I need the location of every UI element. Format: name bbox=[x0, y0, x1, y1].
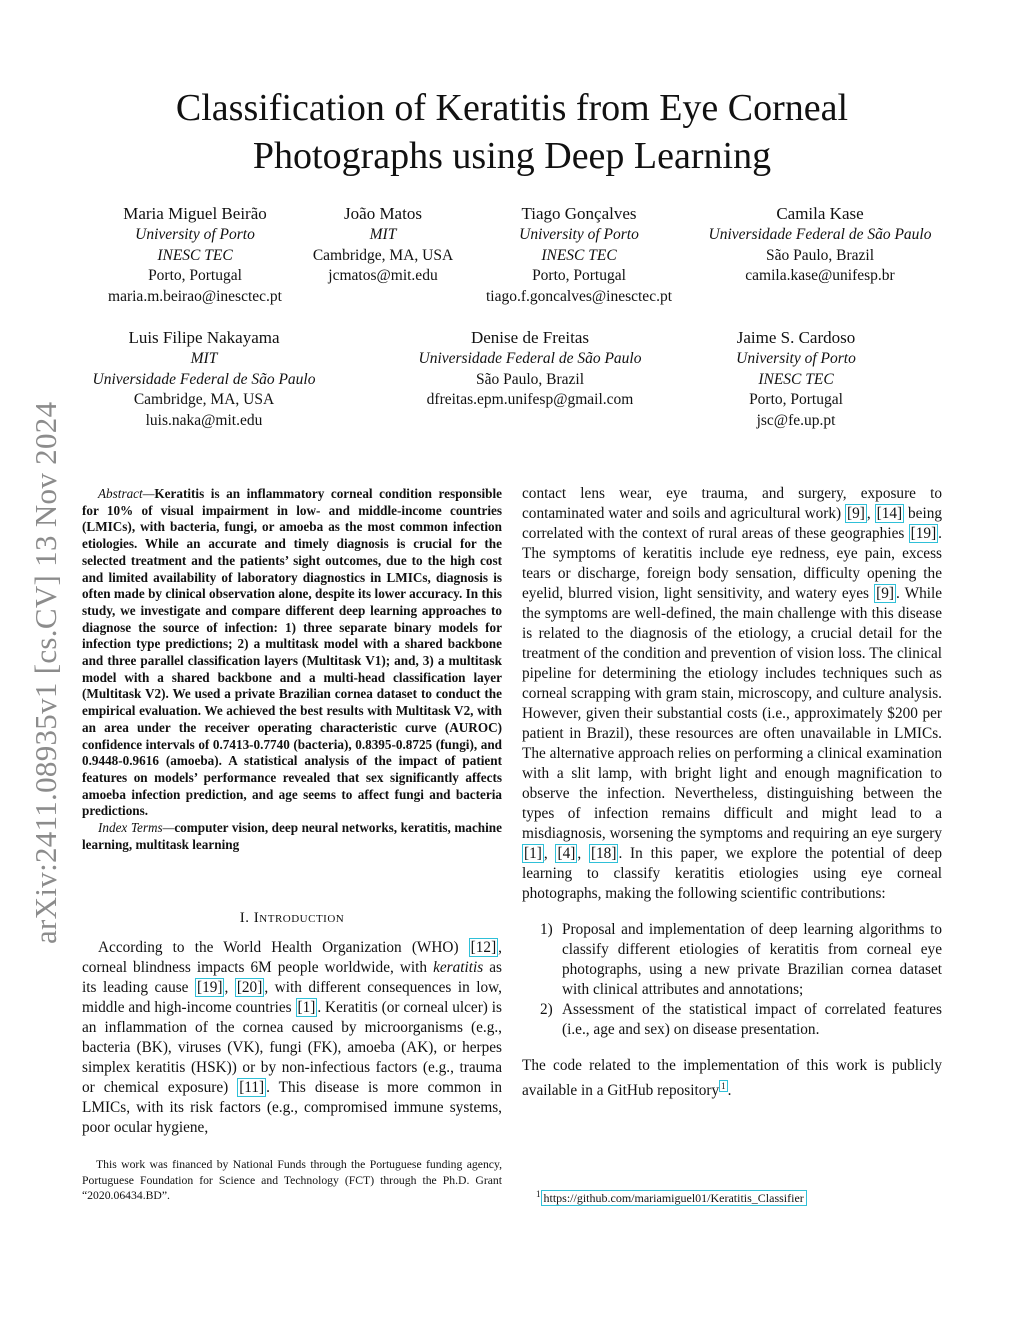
author-location: Cambridge, MA, USA bbox=[312, 246, 454, 264]
section-title: Introduction bbox=[253, 910, 345, 926]
author-affiliation: INESC TEC bbox=[758, 370, 834, 388]
author-location: Porto, Portugal bbox=[749, 391, 843, 408]
author-email[interactable]: dfreitas.epm.unifesp@gmail.com bbox=[426, 391, 634, 408]
list-item: 1) Proposal and implementation of deep learning algorithms to classify different etiologies of keratitis from corneal eye photographs, using a new private Brazilian cornea dataset with clinical attributes and annotations; bbox=[540, 921, 942, 998]
author-location: São Paulo, Brazil bbox=[765, 246, 875, 264]
citation-link[interactable]: [11] bbox=[239, 1079, 265, 1096]
author-block bbox=[95, 203, 295, 307]
citation-link[interactable]: [19] bbox=[196, 979, 223, 996]
author-block bbox=[694, 203, 946, 287]
intro-right-column bbox=[522, 484, 942, 1101]
index-terms-text: computer vision, deep neural networks, keratitis, machine learning, multitask learning bbox=[82, 820, 502, 852]
author-email[interactable]: maria.m.beirao@inesctec.pt bbox=[108, 287, 282, 305]
author-affiliation: MIT bbox=[369, 226, 397, 243]
arxiv-identifier: arXiv:2411.08935v1 [cs.CV] 13 Nov 2024 bbox=[28, 401, 63, 944]
code-availability: The code related to the implementation of this work is publicly available in a GitHub repository $^1$ . bbox=[522, 1057, 942, 1100]
author-location: São Paulo, Brazil bbox=[475, 370, 585, 388]
citation-link[interactable]: [14] bbox=[876, 505, 903, 522]
author-affiliation: Universidade Federal de São Paulo bbox=[92, 370, 316, 388]
abstract-paragraph bbox=[82, 486, 502, 820]
author-block bbox=[76, 327, 332, 431]
contributions-list bbox=[522, 920, 942, 1040]
author-affiliation: University of Porto bbox=[736, 350, 856, 367]
index-terms-label: Index Terms— bbox=[98, 820, 175, 836]
citation-link[interactable]: [20] bbox=[236, 979, 263, 996]
author-affiliation: Universidade Federal de São Paulo bbox=[418, 350, 642, 367]
author-affiliation: INESC TEC bbox=[157, 246, 233, 264]
author-name: Luis Filipe Nakayama bbox=[128, 328, 280, 347]
author-email[interactable]: camila.kase@unifesp.br bbox=[745, 267, 895, 284]
emphasis: keratitis bbox=[433, 959, 484, 976]
author-block bbox=[300, 203, 466, 287]
abstract-text: Keratitis is an inflammatory corneal condition responsible for 10% of visual impairment in low- and middle-income countries (LMICs), with bacteria, fungi, or amoeba as the most common infection etiologies. While an accurate and timely diagnosis is crucial for the selected treatment and the patients’ sight outcomes, due to the high cost and limited availability of laboratory diagnostics in LMICs, diagnosis is often made by clinical observation alone, despite its lower accuracy. In this study, we investigate and compare different deep learning approaches to diagnose the source of infection: 1) three separate binary models for infection type predictions; 2) a multitask model with a shared backbone and three parallel classification layers (Multitask V1); and, 3) a multitask model with a shared backbone and a multi-head classification layer (Multitask V2). We used a private Brazilian cornea dataset to conduct the empirical evaluation. We achieved the best results with Multitask V2, with an area under the receiver operating characteristic curve (AUROC) confidence intervals of 0.7413-0.7740 (bacteria), 0.8395-0.8725 (fungi), and 0.9448-0.9616 (amoeba). A statistical analysis of the impact of patient features on models’ performance revealed that sex significantly affects amoeba infection prediction, and age seems to affect fungi and bacteria predictions. bbox=[82, 486, 502, 819]
author-affiliation: INESC TEC bbox=[541, 246, 617, 264]
author-location: Porto, Portugal bbox=[148, 267, 242, 284]
author-email[interactable]: luis.naka@mit.edu bbox=[145, 411, 263, 429]
funding-footnote: This work was financed by National Funds through the Portuguese funding agency, Portuguese Foundation for Science and Technology (FCT) through the Ph.D. Grant “2020.06434.BD”. bbox=[82, 1158, 502, 1202]
list-item: 2) Assessment of the statistical impact of correlated features (i.e., age and sex) on disease presentation. bbox=[540, 1001, 942, 1038]
author-block bbox=[474, 203, 684, 307]
author-affiliation: University of Porto bbox=[519, 226, 639, 243]
author-affiliation: MIT bbox=[190, 350, 218, 367]
author-name: Maria Miguel Beirão bbox=[123, 204, 267, 223]
footnote-link[interactable]: 1 bbox=[721, 1081, 726, 1091]
citation-link[interactable]: [1] bbox=[524, 845, 542, 862]
author-email[interactable]: jsc@fe.up.pt bbox=[756, 411, 836, 429]
author-block bbox=[706, 327, 886, 431]
author-email[interactable]: jcmatos@mit.edu bbox=[328, 267, 438, 284]
footnote-mark: 1 bbox=[536, 1189, 541, 1199]
intro-paragraph: contact lens wear, eye trauma, and surgery, exposure to contaminated water and soils and agricultural work) [9] , [14] being correlated with the context of rural areas of these geographies [19] . The symptoms of keratitis include eye redness, eye pain, excess tears or discharge, foreign body sensation, difficulty opening the eyelid, blurred vision, light sensitivity, and watery eyes [9] . While the symptoms are well-defined, the main challenge with this disease is related to the diagnosis of the etiology, a crucial detail for the treatment of the condition and prevention of vision loss. The clinical pipeline for determining the etiology includes techniques such as corneal scrapping with gram stain, microscopy, and culture analysis. However, given their substantial costs (i.e., approximately $200 per patient in Brazil), these resources are often unavailable in LMICs. The alternative approach relies on performing a clinical examination with a slit lamp, with bright light and enough magnification to observe the infection. Nevertheless, distinguishing between the types of infection remains difficult and might lead to a misdiagnosis, worsening the symptoms and requiring an eye surgery [1] , [4] , [18] . In this paper, we explore the potential of deep learning to classify keratitis etiologies using eye corneal photographs, making the following scientific contributions: bbox=[522, 485, 943, 902]
citation-link[interactable]: [9] bbox=[847, 505, 865, 522]
author-location: Cambridge, MA, USA bbox=[133, 391, 275, 408]
author-location: Porto, Portugal bbox=[532, 267, 626, 284]
abstract bbox=[82, 486, 502, 853]
citation-link[interactable]: [18] bbox=[590, 845, 617, 862]
author-name: Denise de Freitas bbox=[470, 328, 590, 347]
author-name: Jaime S. Cardoso bbox=[736, 328, 856, 347]
author-email[interactable]: tiago.f.goncalves@inesctec.pt bbox=[486, 287, 672, 305]
intro-paragraph: According to the World Health Organization (WHO) [12] , corneal blindness impacts 6M people worldwide, with keratitis as its leading cause [19] , [20] , with different consequences in low, middle and high-income countries [1] . Keratitis (or corneal ulcer) is an inflammation of the cornea caused by microorganisms (e.g., bacteria (BK), viruses (VK), fungi (FK), amoeba (AK), or herpes simplex keratitis (HSK)) or by non-infectious factors (e.g., trauma or chemical exposure) [11] . This disease is more common in LMICs, with its risk factors (e.g., compromised immune systems, poor ocular hygiene, bbox=[82, 939, 503, 1136]
author-name: Tiago Gonçalves bbox=[521, 204, 637, 223]
citation-link[interactable]: [19] bbox=[910, 525, 937, 542]
citation-link[interactable]: [12] bbox=[470, 939, 497, 956]
abstract-label: Abstract— bbox=[98, 486, 155, 501]
citation-link[interactable]: [1] bbox=[297, 999, 316, 1016]
author-block bbox=[400, 327, 660, 411]
paper-title: Classification of Keratitis from Eye Corneal Photographs using Deep Learning bbox=[175, 87, 849, 177]
author-name: João Matos bbox=[344, 204, 422, 223]
url-footnote bbox=[536, 1186, 956, 1206]
section-heading: I. Introduction bbox=[239, 910, 345, 926]
github-link[interactable]: https://github.com/mariamiguel01/Keratitis_Classifier bbox=[541, 1190, 807, 1206]
citation-link[interactable]: [4] bbox=[557, 845, 576, 862]
author-affiliation: University of Porto bbox=[135, 226, 255, 243]
author-name: Camila Kase bbox=[776, 204, 864, 223]
index-terms bbox=[82, 820, 502, 853]
author-affiliation: Universidade Federal de São Paulo bbox=[708, 226, 932, 243]
citation-link[interactable]: [9] bbox=[876, 585, 894, 602]
intro-left-column bbox=[82, 938, 502, 1138]
